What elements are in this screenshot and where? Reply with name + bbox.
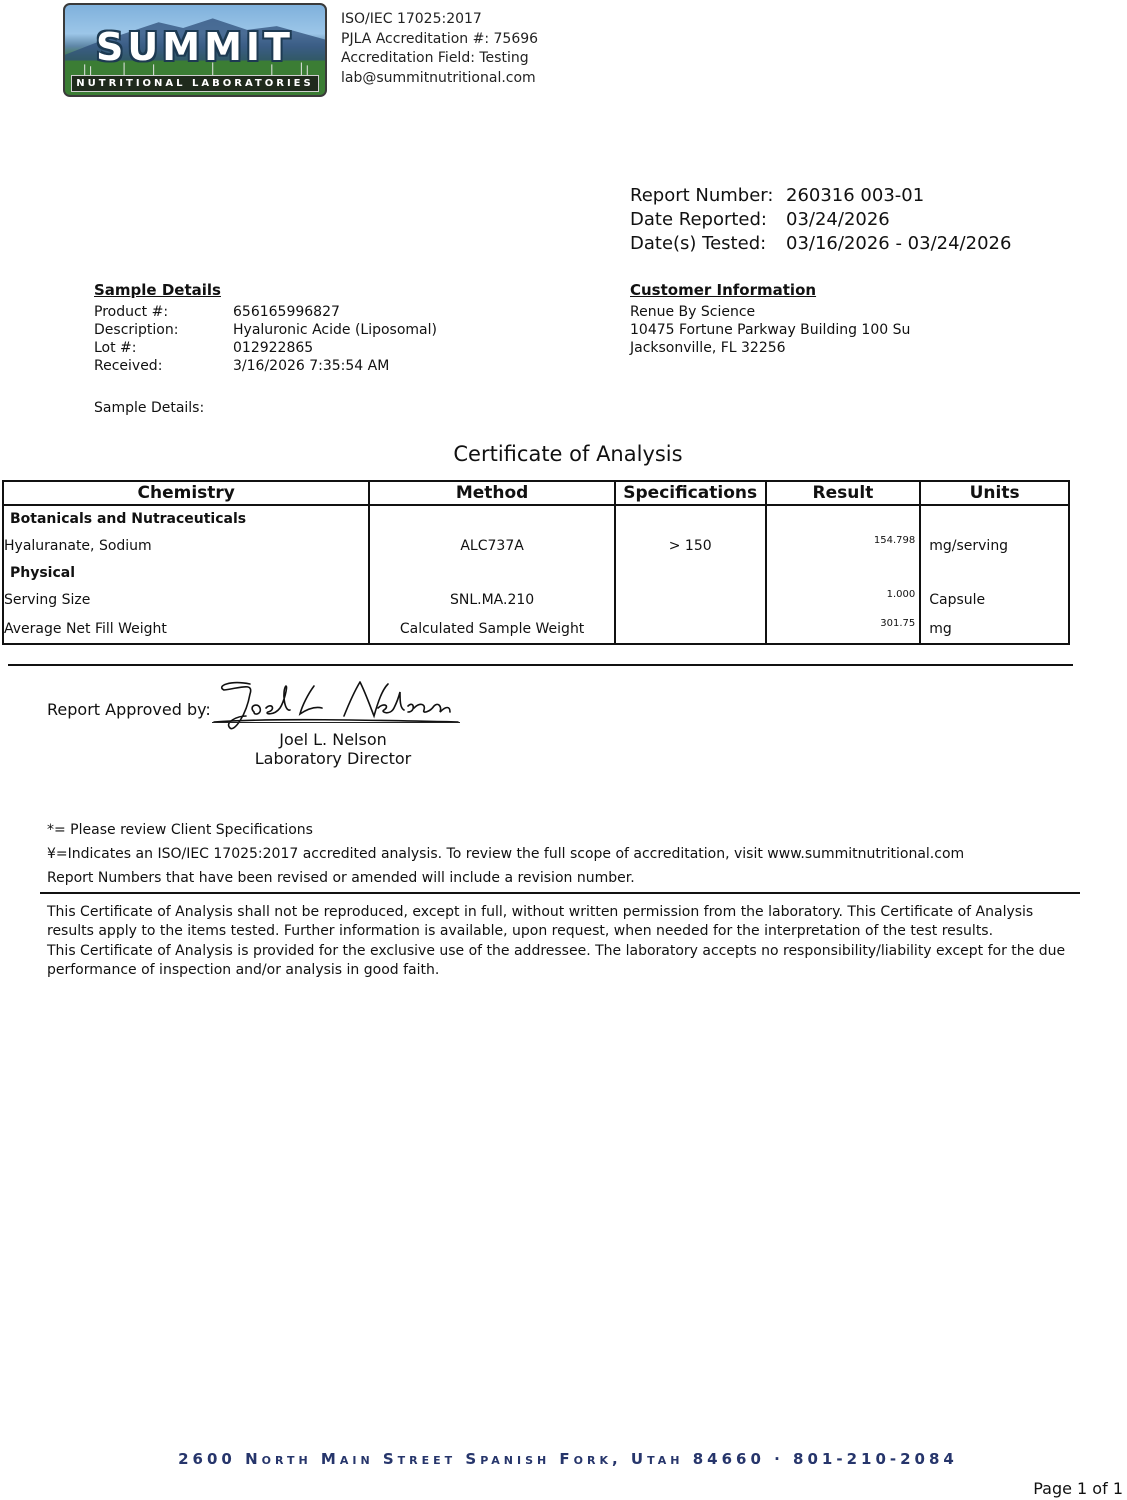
dates-tested: 03/16/2026 - 03/24/2026 [786,233,1012,254]
lab-email: lab@summitnutritional.com [341,69,536,86]
analyte-spec [615,614,766,644]
approved-by-label: Report Approved by: [47,700,211,719]
analyte-result: 301.75 [766,614,921,644]
category-row [3,560,1069,585]
analyte-result: 1.000 [766,585,921,614]
analyte-name: Serving Size [3,585,369,614]
page-number: Page 1 of 1 [1033,1479,1123,1498]
report-number-label: Report Number: [630,185,774,206]
lot-value: 012922865 [233,340,314,356]
lot-label: Lot #: [94,340,137,356]
notes [47,818,964,890]
divider [40,892,1080,894]
analyte-method: ALC737A [369,531,614,560]
header-method: Method [369,481,614,505]
header-chemistry: Chemistry [3,481,369,505]
analyte-units: Capsule [920,585,1069,614]
description-value: Hyaluronic Acide (Liposomal) [233,322,437,338]
customer-information [630,281,910,357]
received-value: 3/16/2026 7:35:54 AM [233,358,390,374]
table-row [3,585,1069,614]
note-revisions: Report Numbers that have been revised or amended will include a revision number. [47,870,635,886]
disclaimer-reproduction: This Certificate of Analysis shall not be reproduced, except in full, without written permission from the laboratory. This Certificate of Analysis results apply to the items tested. Further information is available, upon request, when needed for the interpretation of the test results. [47,904,1034,940]
header-result: Result [766,481,921,505]
customer-info-title: Customer Information [630,281,817,299]
header-units: Units [920,481,1069,505]
product-label: Product #: [94,304,169,320]
summit-logo [63,3,327,97]
analyte-method: SNL.MA.210 [369,585,614,614]
date-reported: 03/24/2026 [786,209,890,230]
logo-wordmark: SUMMIT [96,25,294,69]
customer-address: 10475 Fortune Parkway Building 100 Su [630,322,911,338]
category-row [3,505,1069,531]
analyte-result: 154.798 [766,531,921,560]
customer-name: Renue By Science [630,304,756,320]
category-label: Physical [3,560,369,585]
table-row [3,614,1069,644]
accreditation-block [341,10,538,88]
description-label: Description: [94,322,179,338]
report-number: 260316 003-01 [786,185,925,206]
approver-name: Joel L. Nelson [279,730,387,749]
logo-subtitle: NUTRITIONAL LABORATORIES [71,75,319,92]
results-table [2,480,1070,645]
sample-details-title: Sample Details [94,281,221,299]
header-specifications: Specifications [615,481,766,505]
analyte-method: Calculated Sample Weight [369,614,614,644]
signature-line [212,722,460,723]
disclaimer-exclusive-use: This Certificate of Analysis is provided for the exclusive use of the addressee. The laboratory accepts no responsibility/liability except for the due performance of inspection and/or analysis in good faith. [47,942,1066,979]
approver-role: Laboratory Director [254,749,412,768]
accreditation-number: PJLA Accreditation #: 75696 [341,30,539,47]
accreditation-standard: ISO/IEC 17025:2017 [341,11,482,27]
note-client-specs: *= Please review Client Specifications [47,822,313,838]
approver-block [212,730,454,768]
analyte-name: Hyaluranate, Sodium [3,531,369,560]
table-row [3,531,1069,560]
footer-address: 2600 North Main Street Spanish Fork, Utah 84660 · 801-210-2084 [178,1450,958,1468]
analyte-units: mg [920,614,1069,644]
category-label: Botanicals and Nutraceuticals [3,505,369,531]
analyte-name: Average Net Fill Weight [3,614,369,644]
report-info [630,184,1011,256]
analyte-units: mg/serving [920,531,1069,560]
analyte-spec: > 150 [615,531,766,560]
divider [8,664,1073,666]
received-label: Received: [94,358,163,374]
analyte-spec [615,585,766,614]
accreditation-field: Accreditation Field: Testing [341,50,529,66]
disclaimer [47,903,1077,981]
sample-details [94,281,437,375]
note-accredited: ¥=Indicates an ISO/IEC 17025:2017 accredited analysis. To review the full scope of accreditation, visit www.summitnutritional.com [47,846,965,862]
signature [210,676,462,738]
sample-details-extra: Sample Details: [94,400,205,416]
certificate-title: Certificate of Analysis [453,442,683,466]
date-reported-label: Date Reported: [630,209,767,230]
product-value: 656165996827 [233,304,340,320]
table-header-row [3,481,1069,505]
customer-city: Jacksonville, FL 32256 [630,340,786,356]
dates-tested-label: Date(s) Tested: [630,233,767,254]
